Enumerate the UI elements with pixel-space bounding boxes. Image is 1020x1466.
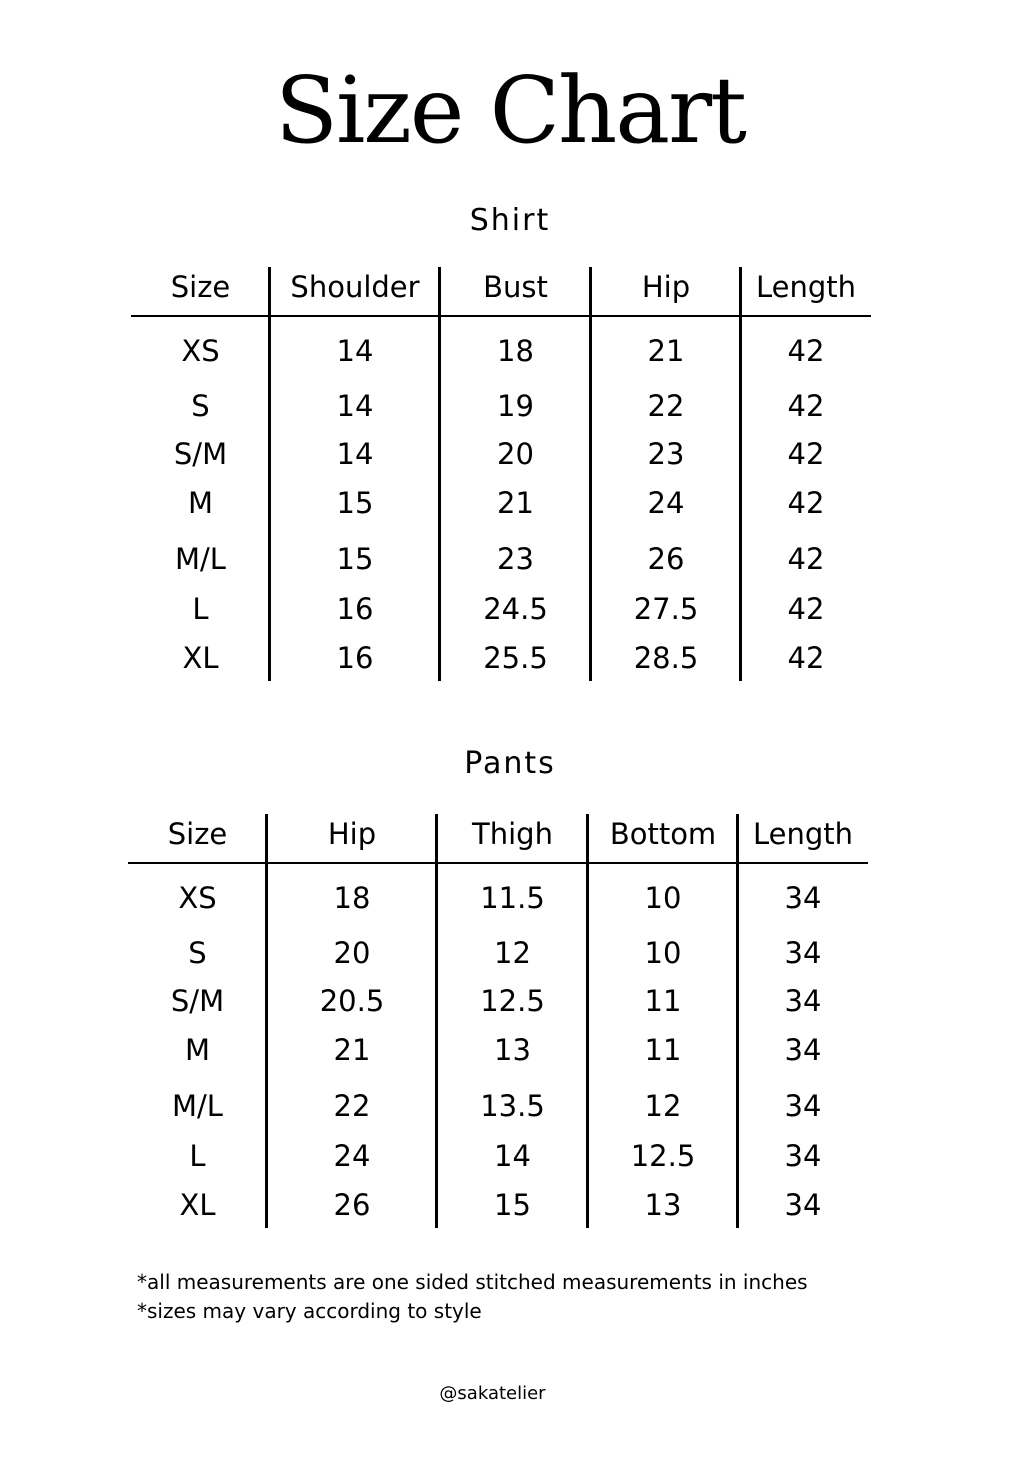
shirt-table-cell: 42 (787, 437, 825, 471)
pants-table-cell: XS (178, 881, 217, 915)
shirt-table-cell: 27.5 (633, 592, 699, 626)
pants-table-cell: 34 (784, 1188, 822, 1222)
shirt-table-cell: 15 (336, 486, 374, 520)
shirt-table-cell: 24.5 (483, 592, 548, 626)
shirt-header-cell: Bust (483, 270, 548, 304)
pants-table-cell: 15 (494, 1188, 531, 1222)
pants-table-cell: 22 (333, 1089, 371, 1123)
shirt-table-cell: 42 (787, 641, 825, 675)
pants-table-cell: 13 (494, 1033, 531, 1067)
shirt-table-cell: 18 (497, 334, 534, 368)
pants-table-cell: 21 (333, 1033, 371, 1067)
pants-table-cell: 13 (644, 1188, 682, 1222)
shirt-table-cell: L (192, 592, 209, 626)
column-divider (739, 267, 742, 681)
pants-header-cell: Bottom (609, 817, 717, 851)
column-divider (589, 267, 592, 681)
pants-table-cell: 13.5 (480, 1089, 545, 1123)
pants-table-cell: M (184, 1033, 211, 1067)
pants-table-cell: 14 (494, 1139, 531, 1173)
pants-table-cell: 12 (644, 1089, 682, 1123)
pants-table-row (128, 936, 868, 973)
pants-table-cell: 20 (333, 936, 371, 970)
column-divider (736, 814, 739, 1228)
shirt-table-row (131, 389, 871, 426)
pants-table-cell: 12.5 (480, 984, 545, 1018)
pants-table-cell: 11 (644, 1033, 682, 1067)
shirt-table-cell: 42 (787, 486, 825, 520)
pants-header-cell: Thigh (472, 817, 553, 851)
shirt-table-cell: 16 (336, 641, 374, 675)
pants-table-cell: 10 (644, 936, 682, 970)
shirt-table-cell: 23 (497, 542, 534, 576)
pants-header-cell: Size (167, 817, 228, 851)
shirt-table-cell: S/M (173, 437, 228, 471)
shirt-table-cell: 21 (497, 486, 534, 520)
pants-table-cell: S (188, 936, 207, 970)
shirt-header-cell: Hip (641, 270, 691, 304)
shirt-table-cell: 16 (336, 592, 374, 626)
pants-table-cell: 34 (784, 1033, 822, 1067)
shirt-table-row (131, 641, 871, 678)
shirt-table-cell: 25.5 (483, 641, 548, 675)
note-line: *all measurements are one sided stitched measurements in inches (137, 1270, 808, 1294)
pants-table-row (128, 881, 868, 918)
pants-table-cell: 20.5 (319, 984, 385, 1018)
pants-table-cell: S/M (170, 984, 225, 1018)
pants-table-cell: 34 (784, 881, 822, 915)
pants-table-cell: 34 (784, 1089, 822, 1123)
column-divider (586, 814, 589, 1228)
pants-table-cell: 10 (644, 881, 682, 915)
shirt-table-cell: 42 (787, 334, 825, 368)
footer-handle: @sakatelier (439, 1383, 546, 1404)
pants-table-row (128, 1188, 868, 1225)
shirt-table-cell: 14 (336, 389, 374, 423)
shirt-table-cell: S (191, 389, 210, 423)
page-title: Size Chart (274, 57, 746, 164)
shirt-table-cell: 14 (336, 437, 374, 471)
shirt-table-cell: XS (181, 334, 220, 368)
shirt-table-cell: 21 (647, 334, 685, 368)
shirt-table-cell: 15 (336, 542, 374, 576)
shirt-table-row (131, 542, 871, 579)
pants-table-cell: 12.5 (630, 1139, 696, 1173)
column-divider (265, 814, 268, 1228)
shirt-header-row (131, 267, 871, 317)
pants-section-title: Pants (464, 746, 556, 781)
column-divider (435, 814, 438, 1228)
shirt-table-cell: XL (182, 641, 219, 675)
pants-table-cell: 11 (644, 984, 682, 1018)
pants-table-cell: 24 (333, 1139, 371, 1173)
shirt-table-cell: M (187, 486, 214, 520)
pants-table-cell: 11.5 (480, 881, 545, 915)
shirt-table-cell: 23 (647, 437, 685, 471)
note-line: *sizes may vary according to style (137, 1299, 482, 1323)
pants-table-cell: M/L (172, 1089, 223, 1123)
shirt-size-table (131, 267, 871, 675)
pants-table-row (128, 984, 868, 1021)
column-divider (438, 267, 441, 681)
shirt-table-cell: 42 (787, 389, 825, 423)
pants-table-cell: 34 (784, 936, 822, 970)
pants-header-cell: Hip (327, 817, 377, 851)
pants-table-row (128, 1033, 868, 1070)
pants-table-row (128, 1139, 868, 1176)
shirt-table-cell: 26 (647, 542, 685, 576)
shirt-table-cell: 19 (497, 389, 534, 423)
pants-table-cell: 18 (333, 881, 371, 915)
pants-table-cell: 34 (784, 1139, 822, 1173)
shirt-table-cell: 22 (647, 389, 685, 423)
shirt-header-cell: Size (170, 270, 231, 304)
shirt-table-row (131, 486, 871, 523)
column-divider (268, 267, 271, 681)
shirt-table-cell: 42 (787, 592, 825, 626)
shirt-table-cell: M/L (175, 542, 226, 576)
shirt-table-row (131, 334, 871, 371)
shirt-table-row (131, 592, 871, 629)
pants-header-row (128, 814, 868, 864)
pants-table-cell: L (189, 1139, 206, 1173)
shirt-table-row (131, 437, 871, 474)
shirt-table-cell: 28.5 (633, 641, 699, 675)
shirt-table-cell: 14 (336, 334, 374, 368)
shirt-header-cell: Shoulder (290, 270, 420, 304)
pants-size-table (128, 814, 868, 1222)
measurement-notes (137, 1268, 808, 1326)
pants-table-cell: 34 (784, 984, 822, 1018)
shirt-table-cell: 24 (647, 486, 685, 520)
pants-table-cell: XL (179, 1188, 216, 1222)
pants-header-cell: Length (752, 817, 854, 851)
pants-table-cell: 12 (494, 936, 531, 970)
pants-table-cell: 26 (333, 1188, 371, 1222)
pants-table-row (128, 1089, 868, 1126)
shirt-header-cell: Length (755, 270, 857, 304)
shirt-section-title: Shirt (469, 203, 551, 238)
shirt-table-cell: 42 (787, 542, 825, 576)
shirt-table-cell: 20 (497, 437, 534, 471)
